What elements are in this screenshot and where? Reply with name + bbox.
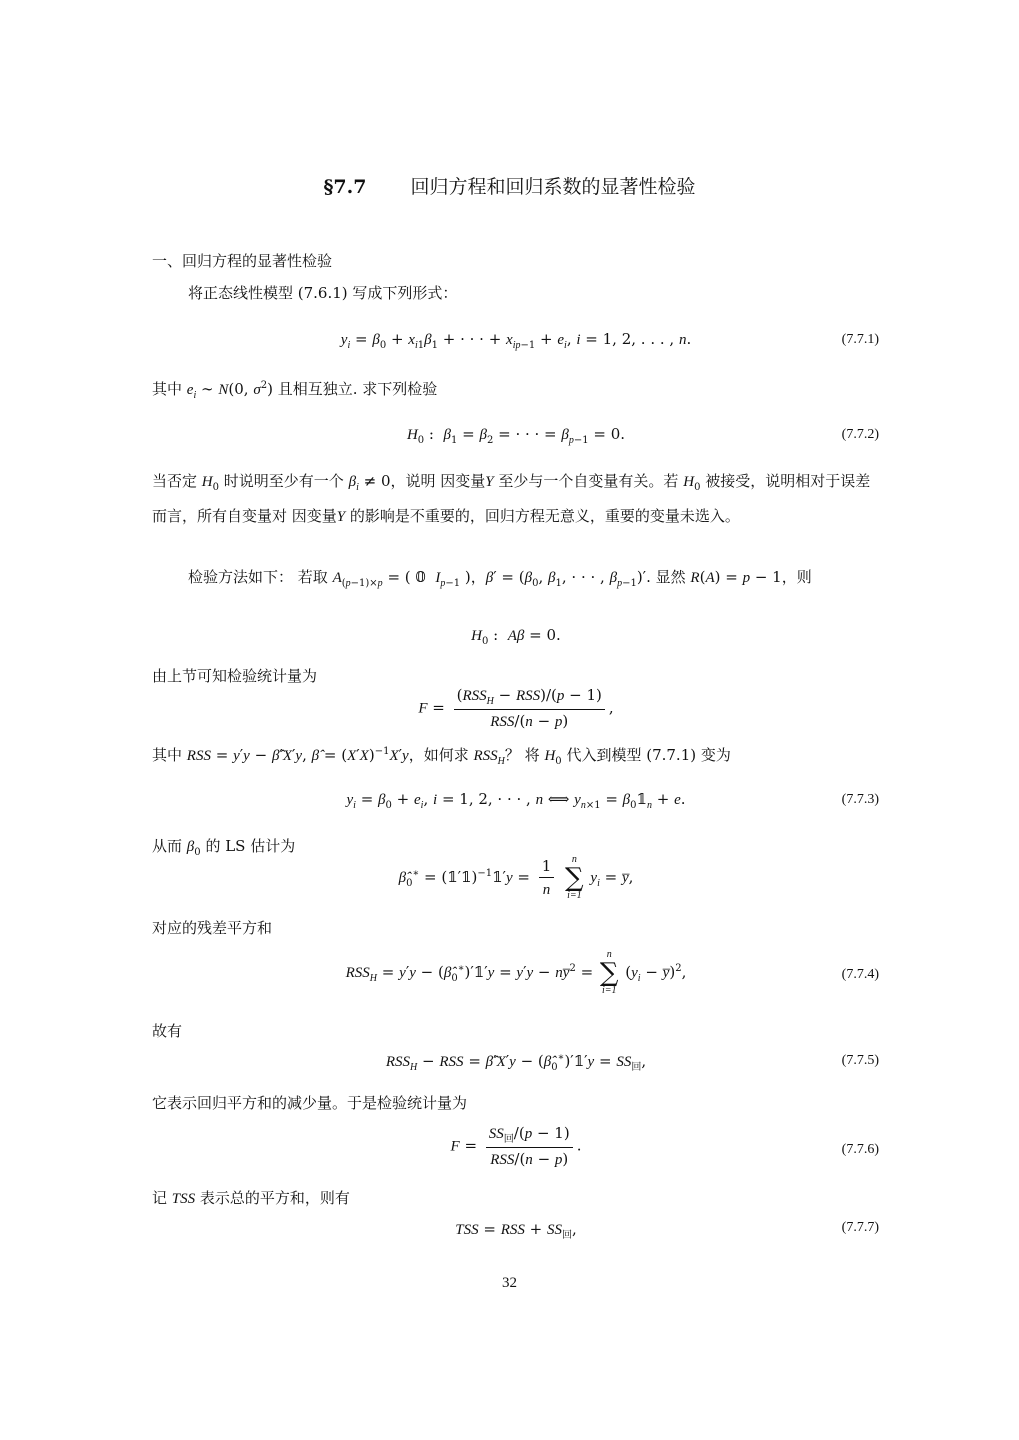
subsection-heading: 一、回归方程的显著性检验 <box>152 252 333 270</box>
text-fragment: ，则 <box>781 568 812 586</box>
equation-number: (7.7.6) <box>841 1142 879 1157</box>
equation-beta0-estimate: $\betâ_0^∗$ = (𝟙′𝟙)$^{-1}$𝟙′y = $\frac{1}{n}$ n ∑ i=1 $y_i$ = y̅, <box>398 854 634 901</box>
text-fragment: ？ 将 <box>504 746 540 764</box>
paragraph-11: 记 TSS 表示总的平方和，则有 <box>152 1189 350 1207</box>
text-fragment: 代入到模型 (7.7.1) 变为 <box>566 746 731 764</box>
fraction: $\frac{SS_回/(p - 1)}{\text{RSS/(n − p)}}$ <box>486 1124 573 1169</box>
paragraph-4: 检验方法如下： 若取 $A_{(p-1)\times p}$ = ( 𝟘 $I_{p-1}$ )，$\beta' = (\beta_0$, $\beta_1$, · · · , $\beta_{p-1})'$. 显然 R(A) = p − 1，则 <box>188 568 812 589</box>
section-title <box>0 172 1019 199</box>
text-fragment: 被接受，说明相对于误差而言，所有自变量对 因变量 <box>152 472 871 525</box>
text-fragment: 其中 <box>152 380 183 398</box>
text-fragment: ，说明 因变量 <box>390 472 486 490</box>
paragraph-8: 对应的残差平方和 <box>152 919 273 937</box>
section-title-text: 回归方程和回归系数的显著性检验 <box>410 176 696 198</box>
equation-7-7-4: $RSS_H = y'y$ − $(\betâ_0^∗)'𝟙'y = y'y$ − ny̅$^2$ = n ∑ i=1 ($y_i$ − y̅)$^2$, <box>345 949 687 996</box>
text-fragment: 表示总的平方和，则有 <box>199 1189 350 1207</box>
equation-7-7-5: $RSS_H$ − RSS = β̂′X′y − $(\betâ_0^∗)'𝟙'y = SS_回$, <box>385 1052 647 1073</box>
text-fragment: 且相互独立. 求下列检验 <box>277 380 438 398</box>
summation: n ∑ i=1 <box>599 949 619 996</box>
equation-number: (7.7.5) <box>841 1053 879 1068</box>
paragraph-10: 它表示回归平方和的减少量。于是检验统计量为 <box>152 1094 468 1112</box>
text-fragment: 至少与一个自变量有关。若 <box>498 472 679 490</box>
summation: n ∑ i=1 <box>565 854 584 901</box>
equation-h0-abeta: $H_0$ : Aβ = 0. <box>471 626 561 647</box>
equation-7-7-6: F = $\frac{SS_回/(p - 1)}{\text{RSS/(n − p)}}$ . <box>450 1124 582 1168</box>
text-fragment: ，如何求 <box>408 746 469 764</box>
paragraph-6: 其中 RSS = y′y − β̂′X′y, β̂ = $(X'X)^{-1}X'y$，如何求 $RSS_H$？ 将 $H_0$ 代入到模型 (7.7.1) 变为 <box>152 746 731 767</box>
equation-number: (7.7.3) <box>841 792 879 807</box>
equation-number: (7.7.1) <box>841 332 879 347</box>
text-fragment: 时说明至少有一个 <box>223 472 344 490</box>
text-fragment: 从而 <box>152 837 183 855</box>
page-number: 32 <box>502 1275 517 1291</box>
text-fragment: ， <box>470 568 486 586</box>
text-fragment: . 显然 <box>646 568 686 586</box>
equation-number: (7.7.2) <box>841 427 879 442</box>
equation-7-7-1: $y_i = \beta_0 + x_{i1}\beta_1$ + · · · + $x_{ip-1} + e_i$, i = 1, 2, . . . , n. <box>340 330 692 351</box>
equation-f-statistic: F = $\frac{(RSS_H - RSS)/(p - 1)}{\text{RSS/(n − p)}}$ , <box>418 686 614 730</box>
section-number: §7.7 <box>323 176 367 198</box>
paragraph-3: 当否定 $H_0$ 时说明至少有一个 $\beta_i \ne 0$，说明 因变量Y 至少与一个自变量有关。若 $H_0$ 被接受，说明相对于误差而言，所有自变量对 因变量Y 的影响是不重要的，回归方程无意义，重要的变量未选入。 <box>152 472 871 525</box>
paragraph-2: 其中 $e_i$ ∼ N(0, $\sigma^2$) 且相互独立. 求下列检验 <box>152 380 438 401</box>
equation-7-7-3: $y_i = \beta_0 + e_i$, i = 1, 2, · · · , n ⟺ $y_{n\times 1}$ = $\beta_0𝟙_n + e$. <box>346 790 686 811</box>
equation-7-7-2: $H_0$ : $\beta_1 = \beta_2$ = · · · = $\beta_{p-1} = 0$. <box>406 425 626 446</box>
text-fragment: 记 <box>152 1189 168 1207</box>
paragraph-1: 将正态线性模型 (7.6.1) 写成下列形式： <box>188 284 458 302</box>
paragraph-5: 由上节可知检验统计量为 <box>152 667 318 685</box>
text-fragment: 的 LS 估计为 <box>205 837 296 855</box>
text-fragment: 检验方法如下： 若取 <box>188 568 328 586</box>
equation-number: (7.7.7) <box>841 1220 879 1235</box>
equation-7-7-7: TSS = RSS + $SS_回$, <box>455 1220 577 1241</box>
text-fragment: 的影响是不重要的，回归方程无意义，重要的变量未选入。 <box>349 507 740 525</box>
fraction: $\frac{(RSS_H - RSS)/(p - 1)}{\text{RSS/(n − p)}}$ <box>454 686 605 731</box>
text-fragment: 当否定 <box>152 472 198 490</box>
equation-number: (7.7.4) <box>841 967 879 982</box>
text-fragment: 其中 <box>152 746 183 764</box>
paragraph-7: 从而 $\beta_0$ 的 LS 估计为 <box>152 837 296 858</box>
fraction: $\frac{1}{n}$ <box>539 857 555 899</box>
paragraph-9: 故有 <box>152 1022 183 1040</box>
